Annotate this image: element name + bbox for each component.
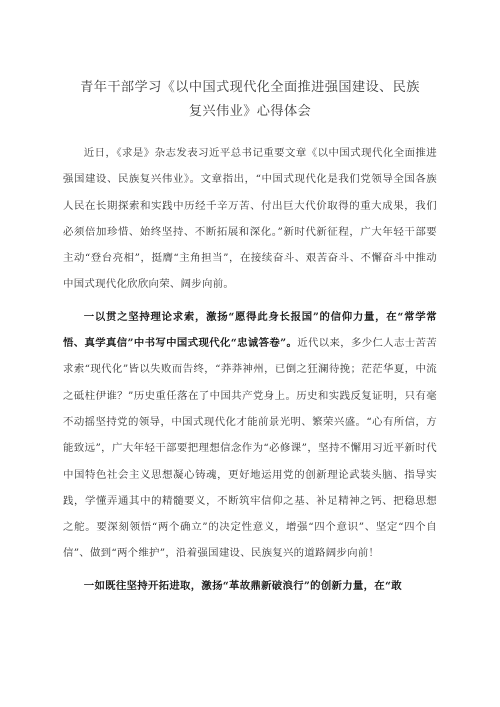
paragraph-innovation-lead: 一如既往坚持开拓进取，激扬“革故鼎新破浪行”的创新力量，在“敢 — [83, 579, 402, 592]
paragraph-theory-body: 近代以来，多少仁人志士苦苦求索“现代化”皆以失败而告终，“莽莽神州，已倒之狂澜待挽；茫茫华夏，中流之砥柱伊谁？”历史重任落在了中国共产党身上。历史和实践反复证明，只有毫不动摇坚持党的领导，中国式现代化才能前景光明、繁荣兴盛。“心有所信，方能致远”，广大年轻干部要把理想信念作为“必修课”，坚持不懈用习近平新时代中国特色社会主义思想凝心铸魂，更好地运用党的创新理论武装头脑、指导实践，学懂弄通其中的精髓要义，不断筑牢信仰之基、补足精神之钙、把稳思想之舵。要深刻领悟“两个确立”的决定性意义，增强“四个意识”、坚定“四个自信”、做到“两个维护”，沿着强国建设、民族复兴的道路阔步向前！ — [63, 337, 437, 560]
paragraph-intro — [63, 140, 437, 298]
paragraph-theory-lead: 一以贯之坚持理论求索，激扬“愿得此身长报国”的信仰力量，在“常学常悟、真学真信”中书写中国式现代化“忠诚答卷”。 — [63, 310, 437, 350]
paragraph-intro-body: 近日，《求是》杂志发表习近平总书记重要文章《以中国式现代化全面推进强国建设、民族复兴伟业》。文章指出，“中国式现代化是我们党领导全国各族人民在长期探索和实践中历经千辛万苦、付出巨大代价取得的重大成果，我们必须倍加珍惜、始终坚持、不断拓展和深化。”新时代新征程，广大年轻干部要主动“登台亮相”，挺膺“主角担当”，在接续奋斗、艰苦奋斗、不懈奋斗中推动中国式现代化欣欣向荣、阔步向前。 — [63, 147, 437, 291]
paragraph-innovation — [63, 573, 437, 599]
title-line-1: 青年干部学习《以中国式现代化全面推进强国建设、民族 — [80, 80, 420, 95]
document-title — [63, 76, 437, 124]
title-line-2: 复兴伟业》心得体会 — [188, 104, 312, 119]
paragraph-theory — [63, 304, 437, 567]
